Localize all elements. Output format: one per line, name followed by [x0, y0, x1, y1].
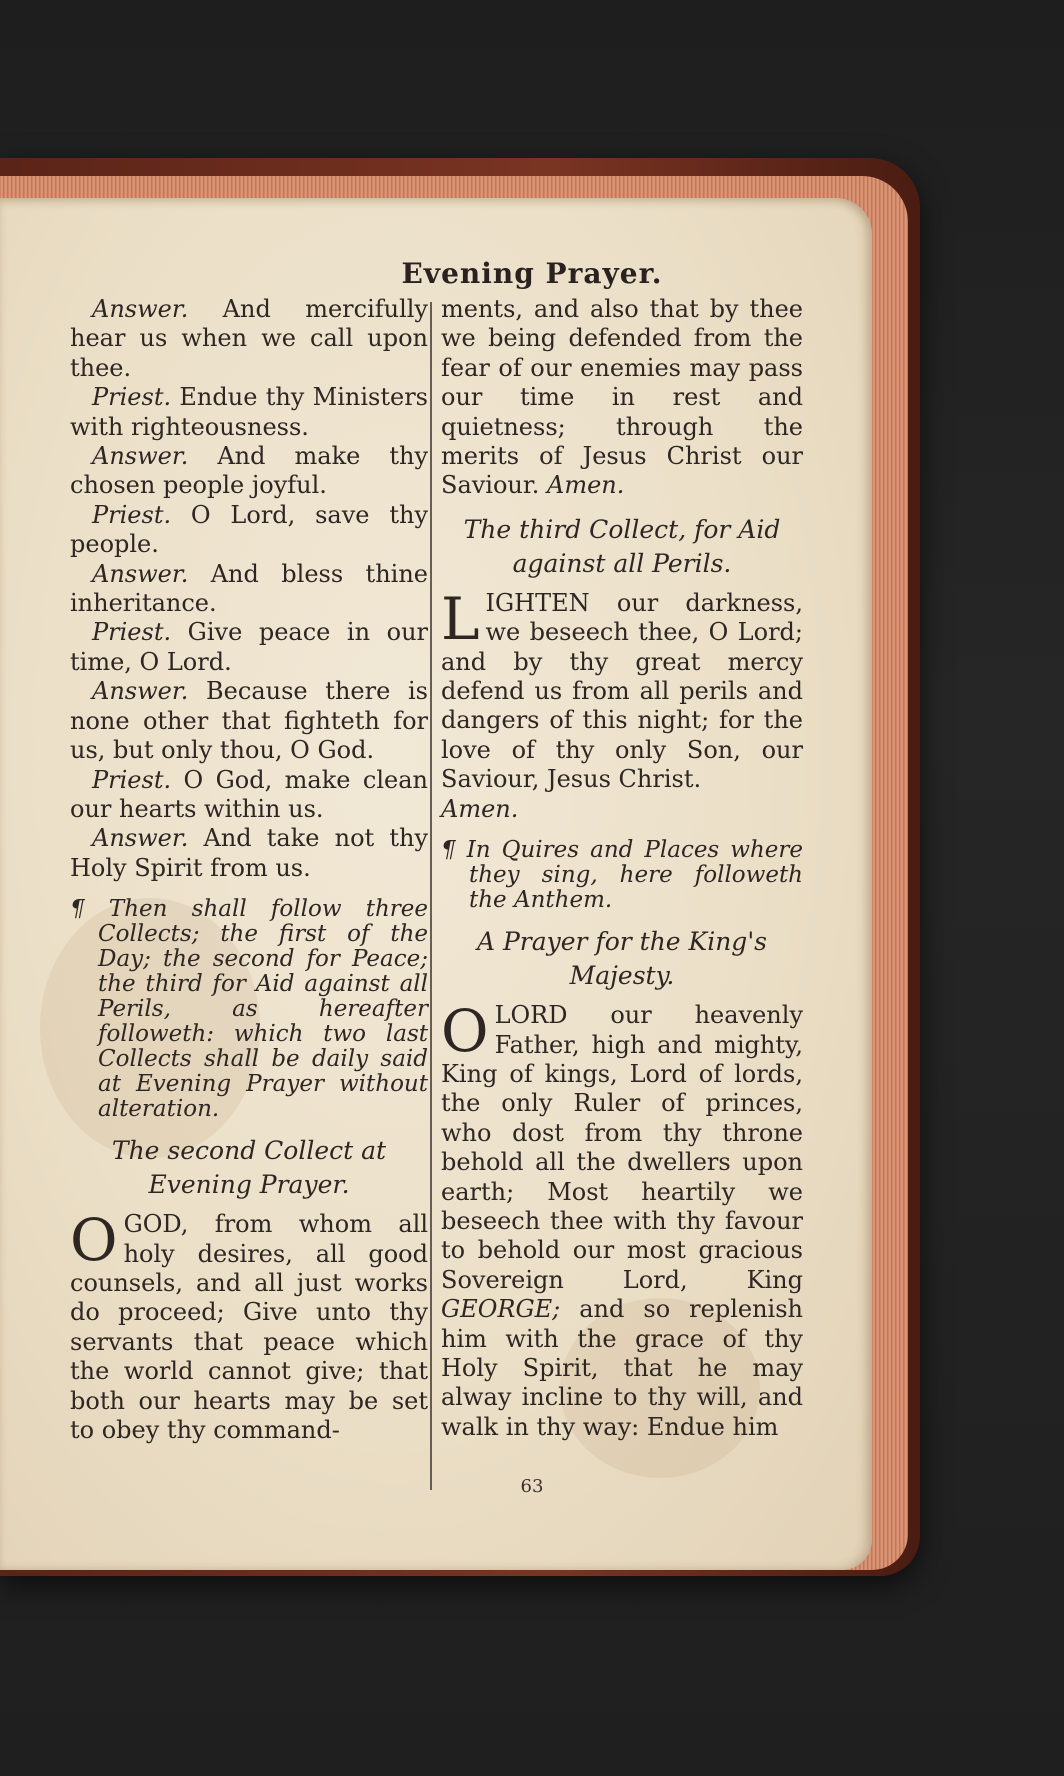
left-column — [70, 295, 428, 1445]
rubric: ¶ Then shall follow three Collects; the first of the Day; the second for Peace; the third for Aid against all Perils, as hereafter followeth: which two last Collects shall be daily said at Evening Prayer without alteration. — [70, 896, 428, 1123]
prayer-text — [441, 997, 803, 1442]
prayer-heading: A Prayer for the King's Majesty. — [476, 927, 768, 991]
versicle-text: And bless thine inheritance. — [70, 559, 428, 618]
collect-text — [441, 584, 803, 824]
collect-body: IGHTEN our darkness, we beseech thee, O Lord; and by thy great mercy defend us from all perils and dangers of this night; for the love of thy only Son, our Saviour, Jesus Christ. — [441, 588, 803, 794]
speaker-label: Answer. — [92, 824, 189, 853]
collect-body: GOD, from whom all holy desires, all good counsels, and all just works do proceed; Give unto thy servants that peace which the world cannot give; that both our hearts may be set to obey thy command- — [70, 1210, 428, 1444]
speaker-label: Priest. — [92, 500, 172, 529]
versicle — [70, 766, 428, 825]
continuation-body: ments, and also that by thee we being defended from the fear of our enemies may pass our time in rest and quietness; through the merits of Jesus Christ our Saviour. — [441, 295, 803, 500]
versicle — [70, 442, 428, 501]
collect-heading: The second Collect at Evening Prayer. — [111, 1136, 387, 1200]
versicle — [70, 618, 428, 677]
versicle-text: And make thy chosen people joyful. — [70, 442, 428, 500]
speaker-label: Answer. — [92, 442, 189, 471]
prayer-body: and so replenish him with the grace of thy Holy Spirit, that he may alway incline to thy will, and walk in thy way: Endue him — [441, 1295, 803, 1441]
speaker-label: Answer. — [92, 677, 189, 706]
versicle — [70, 501, 428, 560]
versicle-text: And take not thy Holy Spirit from us. — [70, 824, 428, 882]
king-name: GEORGE; — [441, 1295, 561, 1324]
collect-heading: The third Collect, for Aid against all Perils. — [463, 514, 781, 578]
right-column — [441, 295, 803, 1442]
drop-cap: L — [441, 584, 480, 653]
drop-cap: O — [441, 997, 489, 1066]
rubric: ¶ In Quires and Places where they sing, here followeth the Anthem. — [441, 837, 803, 914]
versicle — [70, 295, 428, 383]
speaker-label: Answer. — [92, 295, 189, 323]
versicle-text: Endue thy Ministers with righteousness. — [70, 383, 428, 441]
amen: Amen. — [441, 794, 519, 823]
amen: Amen. — [546, 471, 625, 500]
speaker-label: Priest. — [92, 618, 172, 647]
versicle — [70, 677, 428, 765]
speaker-label: Priest. — [92, 383, 172, 412]
versicle — [70, 383, 428, 442]
speaker-label: Answer. — [92, 559, 189, 588]
versicle — [70, 824, 428, 883]
prayer-body: LORD our heavenly Father, high and mighty, King of kings, Lord of lords, the only Ruler of princes, who dost from thy throne behold all the dwellers upon earth; Most heartily we beseech thee with thy favour to behold our most gracious Sovereign Lord, King — [441, 1001, 803, 1294]
versicle-text: Because there is none other that fighteth for us, but only thou, O God. — [70, 677, 428, 765]
versicle-text: Give peace in our time, O Lord. — [70, 618, 428, 676]
page-number: 63 — [520, 1476, 544, 1497]
collect-text — [70, 1206, 428, 1445]
collect-continuation — [441, 295, 803, 501]
versicle-text: And mercifully hear us when we call upon thee. — [70, 295, 428, 382]
versicle-text: O God, make clean our hearts within us. — [70, 765, 428, 823]
column-divider — [430, 302, 432, 1490]
running-head: Evening Prayer. — [401, 257, 663, 290]
versicle-text: O Lord, save thy people. — [70, 500, 428, 559]
versicle — [70, 560, 428, 619]
drop-cap: O — [70, 1206, 118, 1275]
speaker-label: Priest. — [92, 765, 172, 794]
